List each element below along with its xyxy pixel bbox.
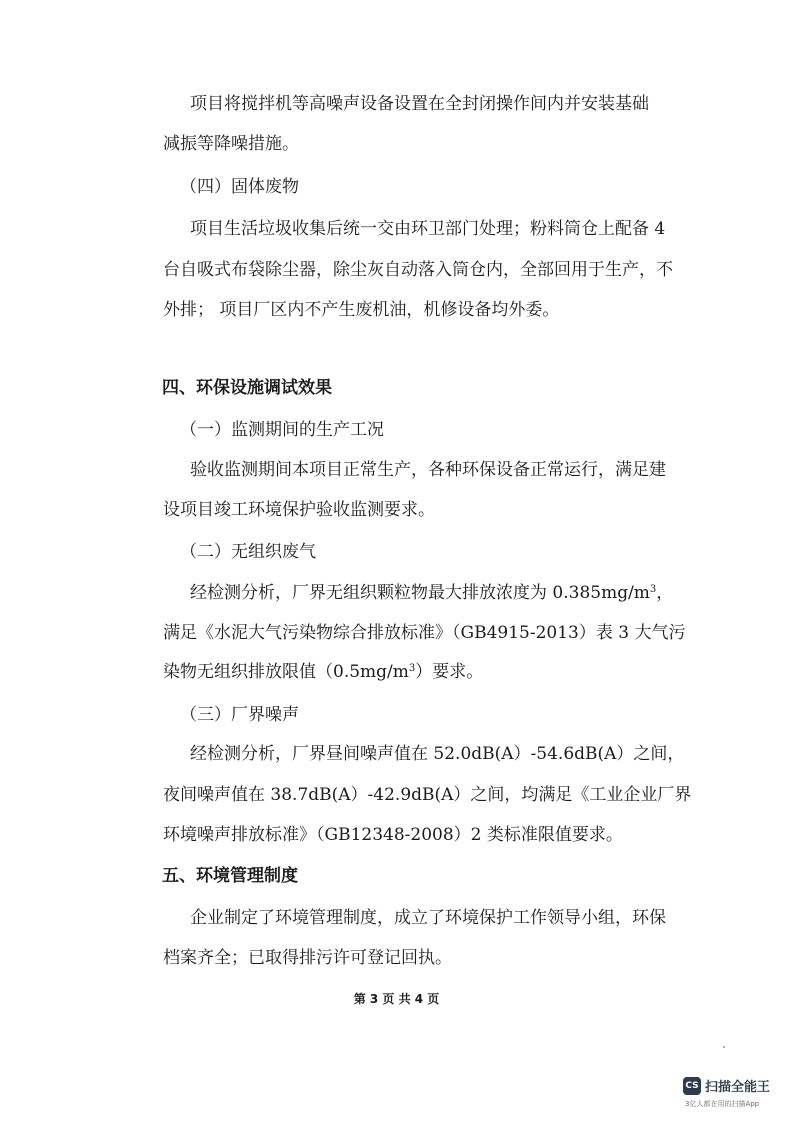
watermark-tagline: 3亿人都在用的扫描App: [685, 1100, 760, 1108]
section-heading: （一）监测期间的生产工况: [180, 420, 384, 440]
text-line: 环境噪声排放标准》（GB12348-2008）2 类标准限值要求。: [163, 825, 623, 845]
scanner-watermark: [683, 1075, 793, 1119]
text-line: [163, 660, 483, 684]
text-line-main: 染物无组织排放限值（0.5mg/m: [163, 662, 409, 682]
text-line-main: 经检测分析，厂界无组织颗粒物最大排放浓度为 0.385mg/m: [190, 583, 650, 603]
text-line: 减振等降噪措施。: [163, 134, 299, 154]
text-line-tail: ）要求。: [415, 662, 484, 682]
superscript: 3: [649, 584, 657, 595]
cs-logo-icon: CS: [683, 1077, 701, 1095]
text-line: 档案齐全；已取得排污许可登记回执。: [163, 948, 452, 968]
watermark-name: 扫描全能王: [705, 1080, 771, 1095]
text-line: 台自吸式布袋除尘器，除尘灰自动落入筒仓内，全部回用于生产，不: [163, 260, 673, 280]
superscript: 3: [408, 663, 416, 674]
section-heading: （四）固体废物: [180, 177, 299, 197]
text-line: 外排； 项目厂区内不产生废机油，机修设备均外委。: [163, 300, 560, 320]
text-line: 项目生活垃圾收集后统一交由环卫部门处理；粉料筒仓上配备 4: [190, 219, 666, 239]
text-line: 经检测分析，厂界昼间噪声值在 52.0dB(A）-54.6dB(A）之间，: [190, 744, 685, 764]
text-line: 设项目竣工环境保护验收监测要求。: [163, 500, 435, 520]
chapter-heading: 五、环境管理制度: [162, 866, 298, 886]
chapter-heading: 四、环保设施调试效果: [162, 378, 332, 398]
text-line: 夜间噪声值在 38.7dB(A）-42.9dB(A）之间，均满足《工业企业厂界: [163, 785, 692, 805]
text-line: 项目将搅拌机等高噪声设备设置在全封闭操作间内并安装基础: [190, 94, 649, 114]
text-line: 企业制定了环境管理制度，成立了环境保护工作领导小组，环保: [190, 908, 666, 928]
section-heading: （二）无组织废气: [180, 542, 316, 562]
section-heading: （三）厂界噪声: [180, 705, 299, 725]
text-line: [190, 581, 673, 605]
text-line: 满足《水泥大气污染物综合排放标准》（GB4915-2013）表 3 大气污: [163, 623, 686, 643]
page-footer: 第 3 页 共 4 页: [353, 992, 440, 1006]
text-line: 验收监测期间本项目正常生产，各种环保设备正常运行，满足建: [190, 460, 666, 480]
comma: ，: [656, 583, 674, 603]
scan-speck: [723, 1046, 725, 1048]
